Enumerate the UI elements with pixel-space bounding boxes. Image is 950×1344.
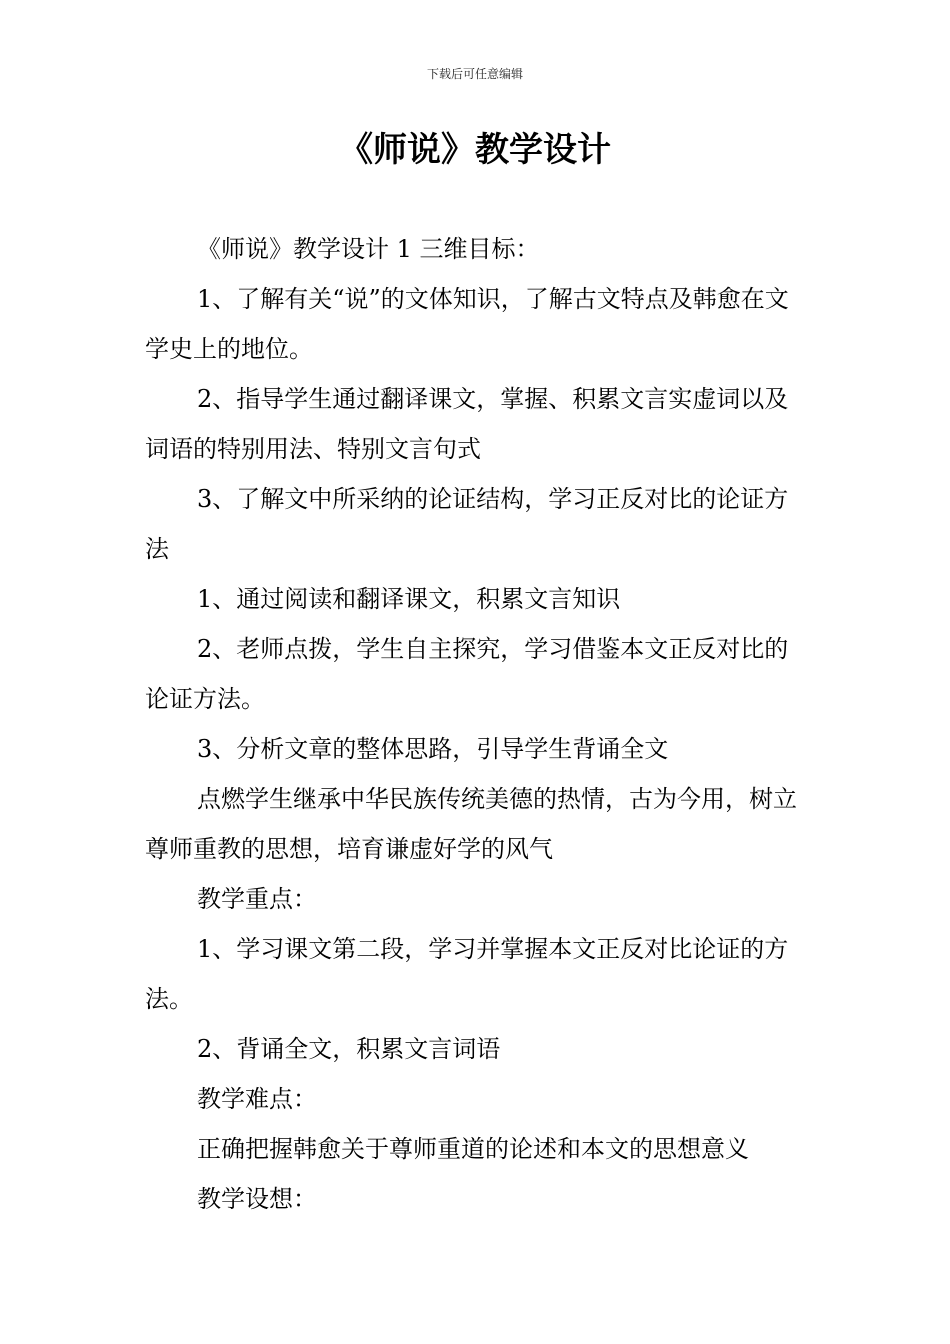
paragraph-focus-1: 1、学习课文第二段，学习并掌握本文正反对比论证的方法。 [145, 935, 789, 1013]
paragraph-knowledge-goal-1: 1、了解有关“说”的文体知识，了解古文特点及韩愈在文学史上的地位。 [145, 285, 789, 363]
paragraph-process-goal-1: 1、通过阅读和翻译课文，积累文言知识 [197, 585, 621, 613]
paragraph-goals-intro: 《师说》教学设计 1 三维目标： [197, 235, 540, 263]
paragraph-emotion-goal: 点燃学生继承中华民族传统美德的热情，古为今用，树立尊师重教的思想，培育谦虚好学的风气 [145, 785, 797, 863]
paragraph-process-goal-3: 3、分析文章的整体思路，引导学生背诵全文 [197, 735, 669, 763]
heading-teaching-focus: 教学重点： [197, 885, 317, 913]
heading-teaching-plan: 教学设想： [197, 1185, 317, 1213]
header-note: 下载后可任意编辑 [426, 67, 523, 81]
paragraph-process-goal-2: 2、老师点拨，学生自主探究，学习借鉴本文正反对比的论证方法。 [145, 635, 789, 713]
document-body [145, 224, 810, 1224]
document-title: 《师说》教学设计 [339, 130, 611, 170]
paragraph-difficulty: 正确把握韩愈关于尊师重道的论述和本文的思想意义 [197, 1135, 749, 1163]
heading-teaching-difficulty: 教学难点： [197, 1085, 317, 1113]
paragraph-focus-2: 2、背诵全文，积累文言词语 [197, 1035, 501, 1063]
paragraph-knowledge-goal-2: 2、指导学生通过翻译课文，掌握、积累文言实虚词以及词语的特别用法、特别文言句式 [145, 385, 789, 463]
paragraph-knowledge-goal-3: 3、了解文中所采纳的论证结构，学习正反对比的论证方法 [145, 485, 789, 563]
